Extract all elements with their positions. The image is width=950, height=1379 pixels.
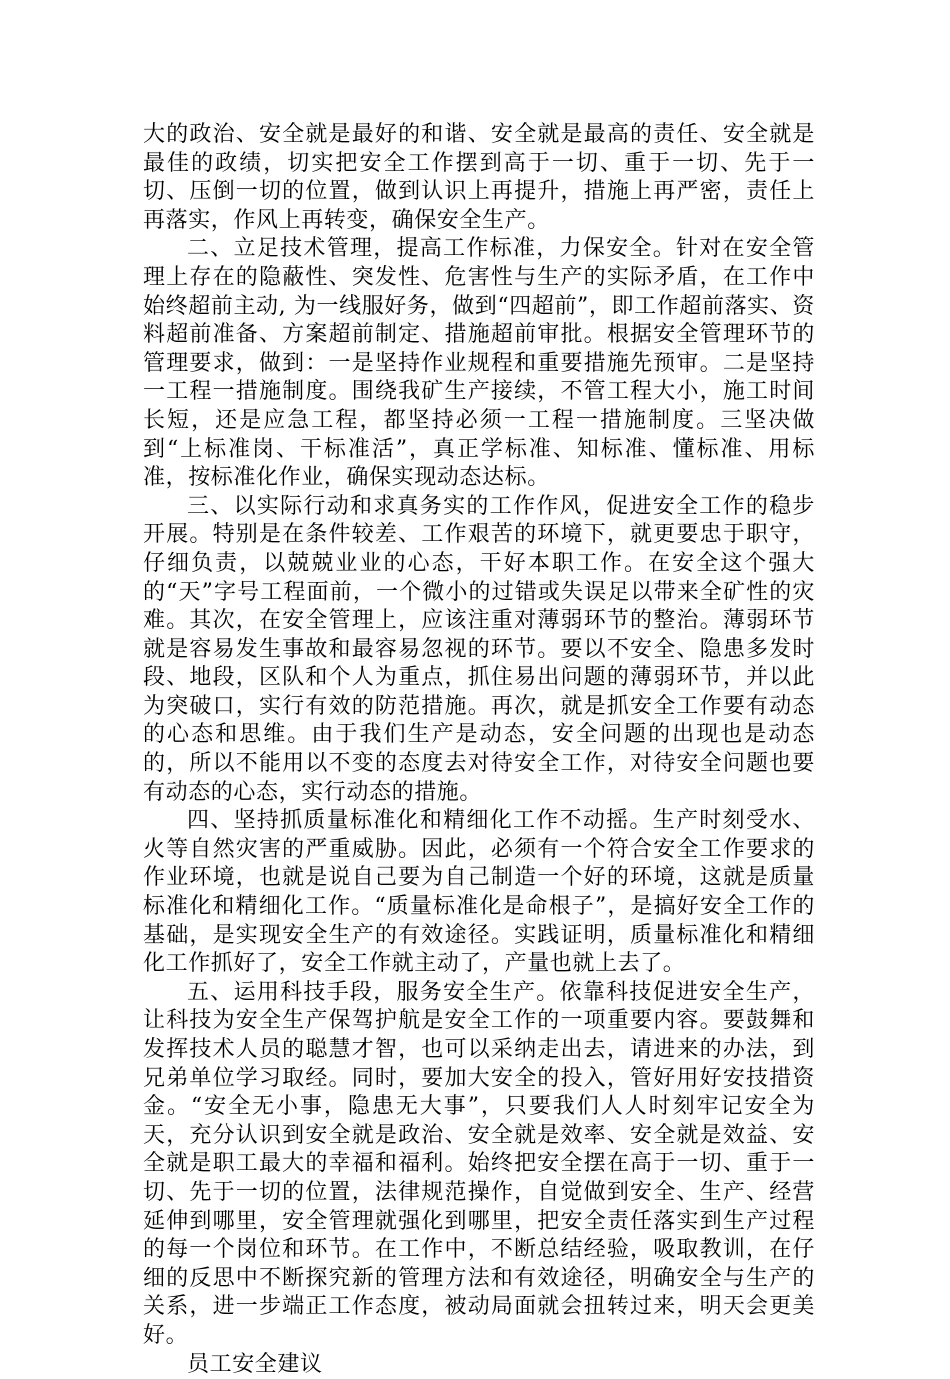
paragraph-practical-action: 三、以实际行动和求真务实的工作作风，促进安全工作的稳步开展。特别是在条件较差、工作艰苦的环境下，就更要忠于职守，仔细负责，以兢兢业业的心态，干好本职工作。在安全这个强大的“天”字号工程面前，一个微小的过错或失误足以带来全矿性的灾难。其次，在安全管理上，应该注重对薄弱环节的整治。薄弱环节就是容易发生事故和最容易忽视的环节。要以不安全、隐患多发时段、地段，区队和个人为重点，抓住易出问题的薄弱环节，并以此为突破口，实行有效的防范措施。再次，就是抓安全工作要有动态的心态和思维。由于我们生产是动态，安全问题的出现也是动态的，所以不能用以不变的态度去对待安全工作，对待安全问题也要有动态的心态，实行动态的措施。	[143, 493, 815, 805]
paragraph-continuation: 大的政治、安全就是最好的和谐、安全就是最高的责任、安全就是最佳的政绩，切实把安全工作摆到高于一切、重于一切、先于一切、压倒一切的位置，做到认识上再提升，措施上再严密，责任上再落实，作风上再转变，确保安全生产。	[143, 122, 815, 233]
paragraph-technical-management: 二、立足技术管理，提高工作标准，力保安全。针对在安全管理上存在的隐蔽性、突发性、危害性与生产的实际矛盾，在工作中始终超前主动, 为一线服好务，做到“四超前”，即工作超前落实、资料超前准备、方案超前制定、措施超前审批。根据安全管理环节的管理要求，做到：一是坚持作业规程和重要措施先预审。二是坚持一工程一措施制度。围绕我矿生产接续，不管工程大小，施工时间长短，还是应急工程，都坚持必须一工程一措施制度。三坚决做到“上标准岗、干标准活”，真正学标准、知标准、懂标准、用标准，按标准化作业，确保实现动态达标。	[143, 236, 815, 491]
document-body	[143, 121, 815, 1379]
section-heading: 员工安全建议	[187, 1351, 323, 1377]
paragraph-quality-standardization: 四、坚持抓质量标准化和精细化工作不动摇。生产时刻受水、火等自然灾害的严重威胁。因此，必须有一个符合安全工作要求的作业环境，也就是说自己要为自己制造一个好的环境，这就是质量标准化和精细化工作。“质量标准化是命根子”，是搞好安全工作的基础，是实现安全生产的有效途径。实践证明，质量标准化和精细化工作抓好了，安全工作就主动了，产量也就上去了。	[143, 808, 815, 977]
paragraph-technology: 五、运用科技手段，服务安全生产。依靠科技促进安全生产，让科技为安全生产保驾护航是安全工作的一项重要内容。要鼓舞和发挥技术人员的聪慧才智，也可以采纳走出去，请进来的办法，到兄弟单位学习取经。同时，要加大安全的投入，管好用好安技措资金。“安全无小事，隐患无大事”，只要我们人人时刻牢记安全为天，充分认识到安全就是政治、安全就是效率、安全就是效益、安全就是职工最大的幸福和福利。始终把安全摆在高于一切、重于一切、先于一切的位置，法律规范操作，自觉做到安全、生产、经营延伸到哪里，安全管理就强化到哪里，把安全责任落实到生产过程的每一个岗位和环节。在工作中，不断总结经验，吸取教训，在仔细的反思中不断探究新的管理方法和有效途径，明确安全与生产的关系，进一步端正工作态度，被动局面就会扭转过来，明天会更美好。	[143, 979, 815, 1348]
